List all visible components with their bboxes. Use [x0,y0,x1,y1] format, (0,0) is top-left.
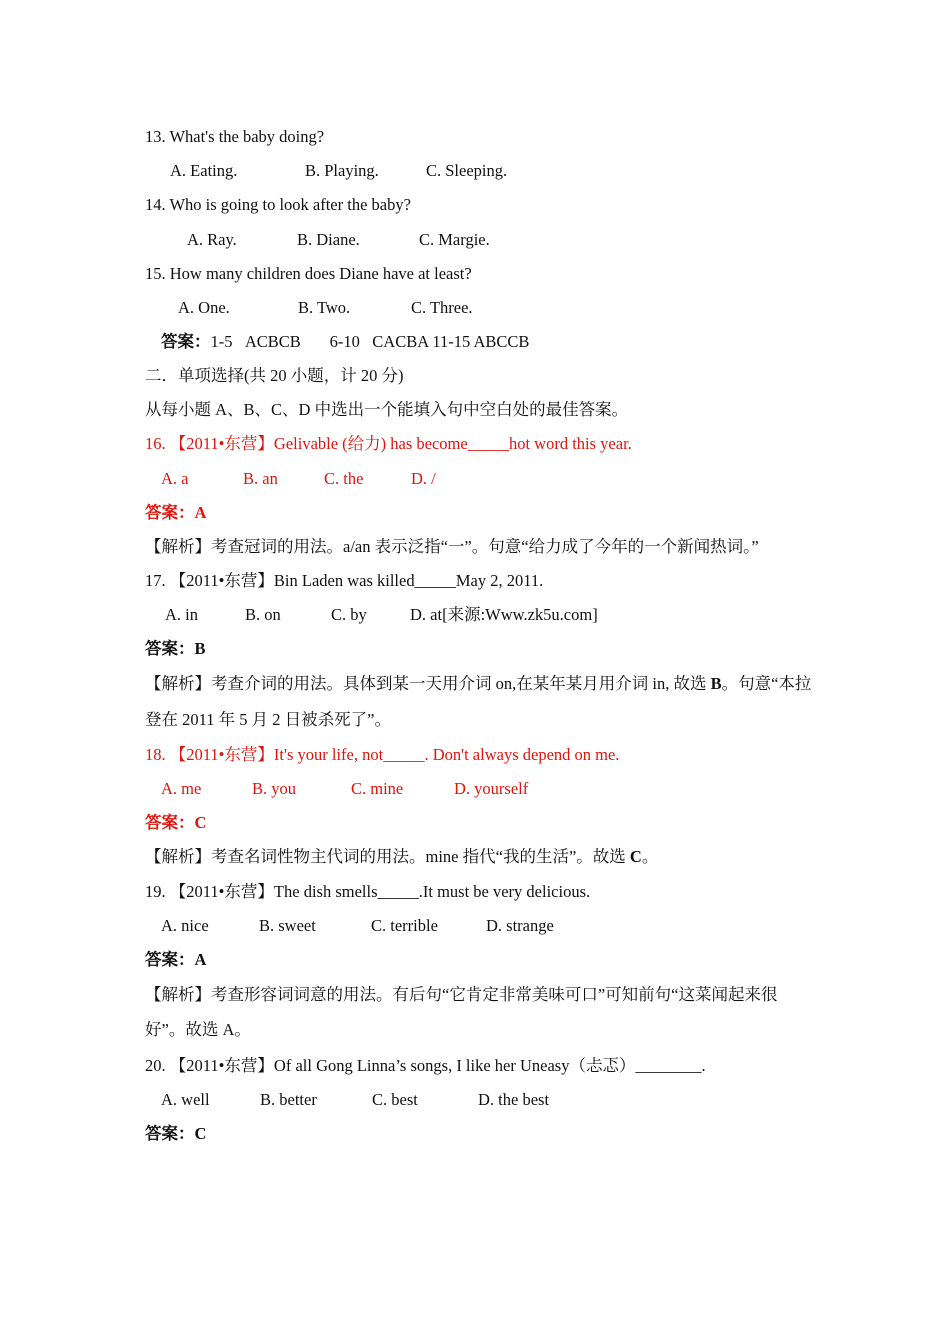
question-16: 16. 【2011•东营】Gelivable (给力) has become_____hot word this year. [145,434,632,453]
question-14: 14. Who is going to look after the baby? [145,195,411,214]
answer-17 [145,639,206,659]
option-13-a: A. Eating. [170,161,238,180]
analysis-text: 【解析】考查介词的用法。具体到某一天用介词 on,在某年某月用介词 in, 故选 [145,674,711,693]
question-18: 18. 【2011•东营】It's your life, not_____. Don't always depend on me. [145,745,620,764]
analysis-16: 【解析】考查冠词的用法。a/an 表示泛指“一”。句意“给力成了今年的一个新闻热词。” [145,537,759,556]
section-heading: 二．单项选择(共 20 小题，计 20 分) [145,366,404,385]
analysis-18 [145,847,658,867]
analysis-19-line1: 【解析】考查形容词词意的用法。有后句“它肯定非常美味可口”可知前句“这菜闻起来很 [145,985,778,1004]
option-20-c: C. best [372,1090,418,1109]
option-18-a: A. me [161,779,202,798]
option-19-a: A. nice [161,916,209,935]
option-18-d: D. yourself [454,779,529,798]
question-15: 15. How many children does Diane have at least? [145,264,472,283]
option-19-b: B. sweet [259,916,316,935]
option-18-c: C. mine [351,779,404,798]
answer-label: 答案： [145,503,195,522]
answer-label: 答案： [145,639,195,658]
option-20-b: B. better [260,1090,317,1109]
answer-16 [145,503,206,523]
option-14-c: C. Margie. [419,230,490,249]
answer-20 [145,1124,206,1144]
question-20: 20. 【2011•东营】Of all Gong Linna’s songs, I like her Uneasy（忐忑）________. [145,1056,706,1075]
answer-value: C [194,1124,207,1143]
option-18-b: B. you [252,779,297,798]
option-20-a: A. well [161,1090,210,1109]
options-20 [0,1090,950,1110]
answer-value: 1-5 ACBCB 6-10 CACBA 11-15 ABCCB [210,332,530,351]
analysis-text: 【解析】考查名词性物主代词的用法。mine 指代“我的生活”。故选 [145,847,630,866]
analysis-17-line2: 登在 2011 年 5 月 2 日被杀死了”。 [145,710,391,729]
option-16-a: A. a [161,469,189,488]
option-15-a: A. One. [178,298,230,317]
option-15-c: C. Three. [411,298,473,317]
answer-label: 答案： [145,950,195,969]
options-13 [0,161,950,181]
analysis-answer: B [710,674,722,693]
options-16 [0,469,950,489]
analysis-17-line1 [145,674,811,694]
option-13-c: C. Sleeping. [426,161,508,180]
answer-label: 答案： [145,813,195,832]
options-17 [0,605,950,625]
options-19 [0,916,950,936]
options-14 [0,230,950,250]
answer-label: 答案： [161,332,211,351]
option-14-a: A. Ray. [187,230,237,249]
question-13: 13. What's the baby doing? [145,127,325,146]
analysis-answer: C [629,847,642,866]
answer-value: C [194,813,207,832]
answer-18 [145,813,206,833]
section-instruction: 从每小题 A、B、C、D 中选出一个能填入句中空白处的最佳答案。 [145,400,629,419]
options-18 [0,779,950,799]
question-17: 17. 【2011•东营】Bin Laden was killed_____May 2, 2011. [145,571,544,590]
option-19-d: D. strange [486,916,554,935]
option-15-b: B. Two. [298,298,351,317]
question-19: 19. 【2011•东营】The dish smells_____.It must be very delicious. [145,882,591,901]
answer-value: A [194,950,207,969]
option-13-b: B. Playing. [305,161,379,180]
option-17-d: D. at[来源:Www.zk5u.com] [410,605,598,624]
option-19-c: C. terrible [371,916,438,935]
answer-value: B [194,639,206,658]
option-17-b: B. on [245,605,281,624]
answer-label: 答案： [145,1124,195,1143]
option-20-d: D. the best [478,1090,550,1109]
option-16-c: C. the [324,469,364,488]
options-15 [0,298,950,318]
analysis-text: 。句意“本拉 [721,674,812,693]
answer-value: A [194,503,207,522]
option-16-b: B. an [243,469,278,488]
analysis-19-line2: 好”。故选 A。 [145,1020,251,1039]
listening-answer-key [161,332,529,352]
answer-19 [145,950,206,970]
option-16-d: D. / [411,469,436,488]
option-17-c: C. by [331,605,367,624]
option-14-b: B. Diane. [297,230,360,249]
analysis-text: 。 [641,847,659,866]
option-17-a: A. in [165,605,198,624]
